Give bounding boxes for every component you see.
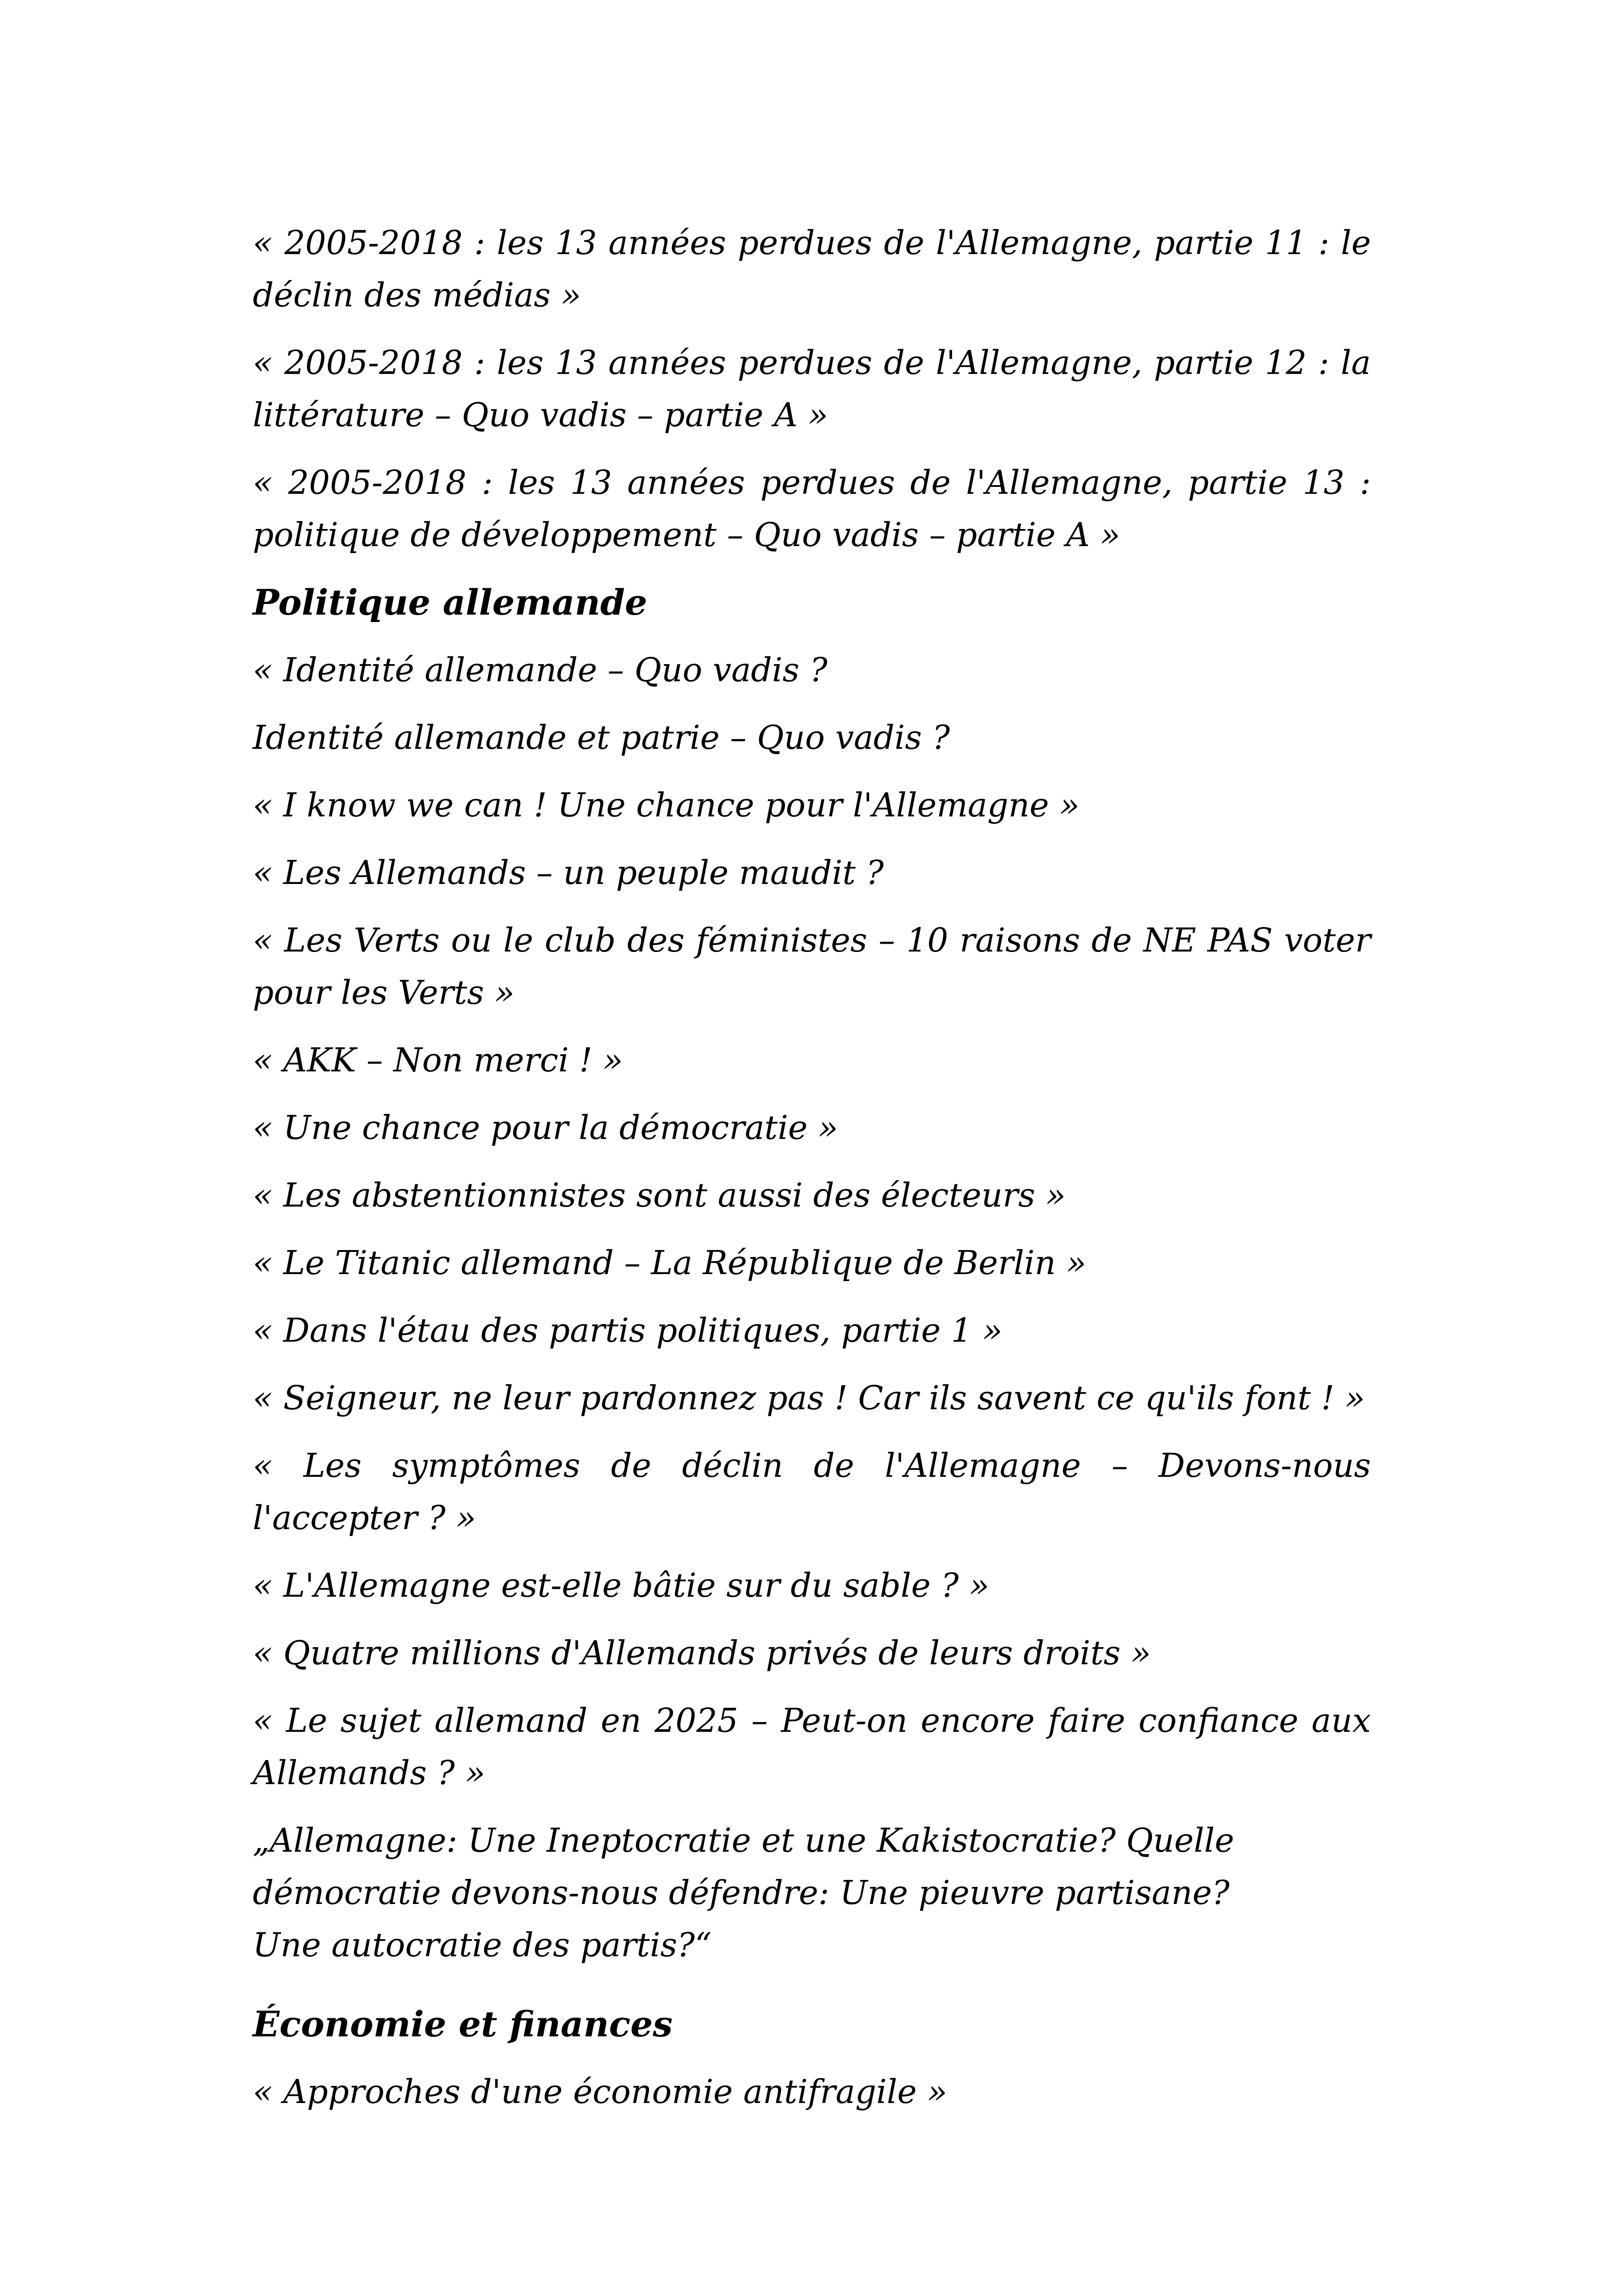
title-entry: « Le Titanic allemand – La République de Berlin » bbox=[253, 1244, 1087, 1282]
title-entry: « Dans l'étau des partis politiques, partie 1 » bbox=[253, 1311, 1003, 1350]
title-entry: « Les Allemands – un peuple maudit ? bbox=[253, 853, 884, 892]
title-entry: « I know we can ! Une chance pour l'Allemagne » bbox=[253, 786, 1080, 824]
title-entry-line: Une autocratie des partis?“ bbox=[253, 1926, 712, 1964]
title-entry: « L'Allemagne est-elle bâtie sur du sable ? » bbox=[253, 1566, 989, 1605]
title-entry: « 2005-2018 : les 13 années perdues de l'Allemagne, partie 13 : politique de développement – Quo vadis – partie A » bbox=[253, 463, 1371, 554]
title-entry: « 2005-2018 : les 13 années perdues de l'Allemagne, partie 11 : le déclin des médias » bbox=[253, 224, 1371, 314]
section-heading-politique: Politique allemande bbox=[253, 582, 647, 623]
title-entry: « 2005-2018 : les 13 années perdues de l'Allemagne, partie 12 : la littérature – Quo vadis – partie A » bbox=[253, 343, 1371, 434]
title-entry-multiline bbox=[253, 1814, 1371, 1971]
title-entry: « Les Verts ou le club des féministes – 10 raisons de NE PAS voter pour les Verts » bbox=[253, 921, 1371, 1012]
title-entry: « Quatre millions d'Allemands privés de leurs droits » bbox=[253, 1634, 1151, 1672]
title-entry: « Les symptômes de déclin de l'Allemagne – Devons-nous l'accepter ? » bbox=[253, 1446, 1371, 1537]
title-entry: « Approches d'une économie antifragile » bbox=[253, 2072, 947, 2111]
section-heading-economie: Économie et finances bbox=[253, 2004, 673, 2045]
title-entry: « AKK – Non merci ! » bbox=[253, 1041, 623, 1079]
title-entry: Identité allemande et patrie – Quo vadis ? bbox=[253, 718, 950, 757]
title-entry: « Identité allemande – Quo vadis ? bbox=[253, 651, 828, 689]
title-entry: « Le sujet allemand en 2025 – Peut-on encore faire confiance aux Allemands ? » bbox=[253, 1701, 1371, 1792]
title-entry: « Seigneur, ne leur pardonnez pas ! Car ils savent ce qu'ils font ! » bbox=[253, 1379, 1365, 1417]
title-entry-line: „Allemagne: Une Ineptocratie et une Kakistocratie? Quelle bbox=[253, 1821, 1234, 1860]
title-entry: « Une chance pour la démocratie » bbox=[253, 1108, 838, 1147]
page-content bbox=[253, 217, 1371, 2133]
title-entry: « Les abstentionnistes sont aussi des électeurs » bbox=[253, 1176, 1066, 1214]
title-entry-line: démocratie devons-nous défendre: Une pieuvre partisane? bbox=[253, 1873, 1230, 1912]
